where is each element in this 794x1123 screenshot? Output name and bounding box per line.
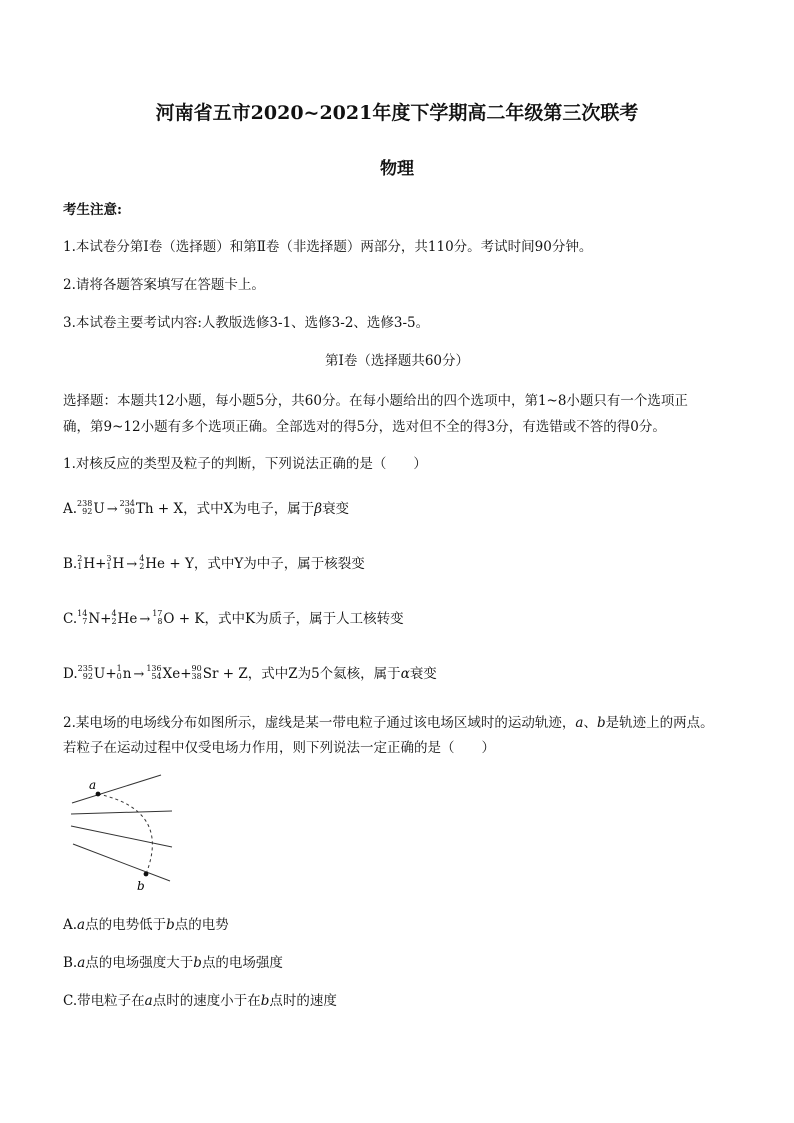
nuclide-uranium: 238 92 U xyxy=(77,498,105,517)
section-heading: 第Ⅰ卷（选择题共60分） xyxy=(324,353,469,369)
field-line xyxy=(71,826,172,847)
nuclide-strontium: 90 38 Sr xyxy=(191,663,219,682)
subject-title: 物理 xyxy=(380,159,414,179)
notice-item-2: 2.请将各题答案填写在答题卡上。 xyxy=(63,277,265,293)
question-2-option-b: B.a点的电场强度大于b点的电场强度 xyxy=(63,955,283,971)
option-label: A. xyxy=(63,501,78,517)
question-2-option-c: C.带电粒子在a点时的速度小于在b点时的速度 xyxy=(63,993,337,1009)
question-2-stem-line-1: 2.某电场的电场线分布如图所示，虚线是某一带电粒子通过该电场区域时的运动轨迹，a、b是轨迹上的两点。 xyxy=(63,715,714,731)
question-2-option-a: A.a点的电势低于b点的电势 xyxy=(63,917,229,933)
field-line xyxy=(73,844,170,881)
nuclide-nitrogen: 14 7 N xyxy=(77,608,101,627)
nuclide-helium: 4 2 He xyxy=(139,553,166,572)
section-intro-line-1: 选择题：本题共12小题，每小题5分，共60分。在每小题给出的四个选项中，第1~8小题只有一个选项正 xyxy=(63,393,688,409)
nuclide-thorium: 234 90 Th xyxy=(119,498,154,517)
question-1-option-c: C. 14 7 N+ 4 2 He → 17 8 O + K，式中K为质子，属于人工核转变 xyxy=(63,608,404,627)
reaction-arrow-icon: → xyxy=(106,502,118,517)
reaction-arrow-icon: → xyxy=(133,667,145,682)
nuclide-xenon: 136 54 Xe xyxy=(146,663,181,682)
field-line xyxy=(72,775,161,803)
nuclide-neutron: 1 0 n xyxy=(116,663,132,682)
question-1-stem: 1.对核反应的类型及粒子的判断，下列说法正确的是（ ） xyxy=(63,456,427,472)
nuclide-tritium: 3 1 H xyxy=(106,553,125,572)
electric-field-figure xyxy=(66,772,182,896)
nuclide-oxygen: 17 8 O xyxy=(152,608,175,627)
question-2-stem-line-2: 若粒子在运动过程中仅受电场力作用，则下列说法一定正确的是（ ） xyxy=(63,740,495,756)
question-1-option-a: A. 238 92 U → 234 90 Th + X，式中X为电子，属于β衰变 xyxy=(63,498,350,517)
question-1-option-b: B. 2 1 H+ 3 1 H → 4 2 He + Y，式中Y为中子，属于核裂变 xyxy=(63,553,365,572)
point-b-label: b xyxy=(137,879,145,893)
point-b-dot xyxy=(144,872,149,877)
section-intro-line-2: 确，第9~12小题有多个选项正确。全部选对的得5分，选对但不全的得3分，有选错或不答的得0分。 xyxy=(63,419,666,435)
exam-title: 河南省五市2020~2021年度下学期高二年级第三次联考 xyxy=(155,102,639,124)
reaction-arrow-icon: → xyxy=(126,557,138,572)
nuclide-uranium: 235 92 U xyxy=(77,663,106,682)
point-a-label: a xyxy=(89,778,97,792)
particle-trajectory xyxy=(98,794,152,874)
notice-item-3: 3.本试卷主要考试内容:人教版选修3-1、选修3-2、选修3-5。 xyxy=(63,315,430,331)
notice-heading: 考生注意: xyxy=(63,202,122,218)
reaction-arrow-icon: → xyxy=(139,612,151,627)
nuclide-helium: 4 2 He xyxy=(111,608,138,627)
point-a-dot xyxy=(96,792,101,797)
notice-item-1: 1.本试卷分第Ⅰ卷（选择题）和第Ⅱ卷（非选择题）两部分，共110分。考试时间90分钟。 xyxy=(63,239,593,255)
question-1-option-d: D. 235 92 U+ 1 0 n → 136 54 Xe+ 90 38 Sr + Z，式中Z为5个氦核，属于α衰变 xyxy=(63,663,437,682)
nuclide-deuterium: 2 1 H xyxy=(77,553,96,572)
field-line xyxy=(71,811,172,814)
